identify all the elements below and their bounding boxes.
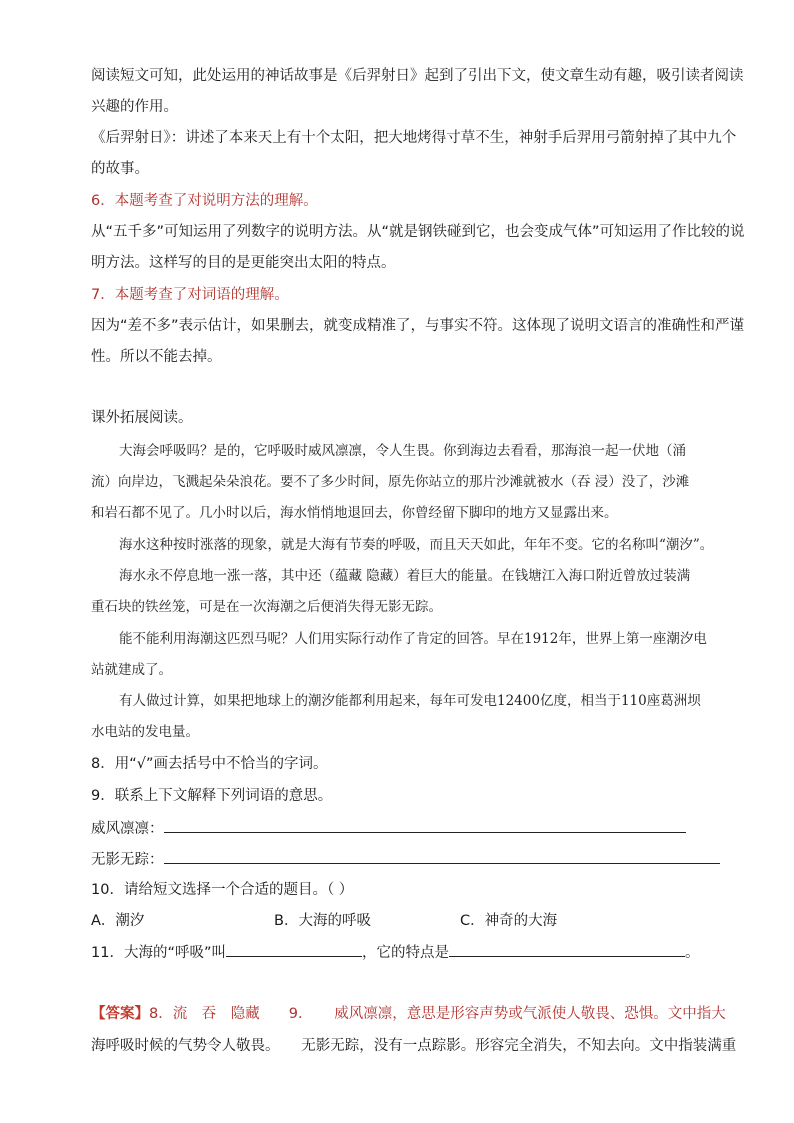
q11-prefix: 11．大海的“呼吸”叫 xyxy=(91,945,226,961)
q11-end: 。 xyxy=(684,945,700,961)
story-line: 能不能利用海潮这匹烈马呢？人们用实际行动作了肯定的回答。早在1912年，世界上第一座潮汐电 xyxy=(119,631,707,647)
text-line: 《后羿射日》：讲述了本来天上有十个太阳，把大地烤得寸草不生，神射手后羿用弓箭射掉了其中九个 xyxy=(91,130,737,146)
question-9-item-2 xyxy=(91,849,731,870)
question-10-options xyxy=(91,911,731,931)
question-11 xyxy=(91,942,731,963)
question-7-title: 7．本题考查了对词语的理解。 xyxy=(91,287,289,303)
section-heading: 课外拓展阅读。 xyxy=(91,410,193,426)
answer-line-1 xyxy=(91,1004,731,1024)
story-line: 大海会呼吸吗？是的，它呼吸时威风凛凛，令人生畏。你到海边去看看，那海浪一起一伏地（涌 xyxy=(119,443,686,459)
option-b[interactable]: B．大海的呼吸 xyxy=(274,913,371,929)
story-line: 站就建成了。 xyxy=(91,662,172,678)
story-line: 和岩石都不见了。几小时以后，海水悄悄地退回去，你曾经留下脚印的地方又显露出来。 xyxy=(91,505,618,521)
answer-blank[interactable] xyxy=(164,818,686,833)
answer-tag: 【答案】 xyxy=(91,1006,149,1022)
text-line: 阅读短文可知，此处运用的神话故事是《后羿射日》起到了引出下文，使文章生动有趣，吸引读者阅读 xyxy=(91,68,744,84)
text-line: 明方法。这样写的目的是更能突出太阳的特点。 xyxy=(91,255,396,271)
answer-text: 8．流 吞 隐藏 9． 威风凛凛，意思是形容声势或气派使人敬畏、恐惧。文中指大 xyxy=(149,1006,726,1022)
answer-line-2: 海呼吸时候的气势令人敬畏。 无影无踪，没有一点踪影。形容完全消失，不知去向。文中指装满重 xyxy=(91,1038,737,1054)
story-line: 水电站的发电量。 xyxy=(91,724,199,740)
q11-mid: ，它的特点是 xyxy=(361,945,449,961)
story-line: 海水这种按时涨落的现象，就是大海有节奏的呼吸，而且天天如此，年年不变。它的名称叫“潮汐”。 xyxy=(119,537,714,553)
text-line: 因为“差不多”表示估计，如果删去，就变成精准了，与事实不符。这体现了说明文语言的准确性和严谨 xyxy=(91,318,745,334)
answer-blank[interactable] xyxy=(164,849,720,864)
story-line: 有人做过计算，如果把地球上的潮汐能都利用起来，每年可发电12400亿度，相当于110座葛洲坝 xyxy=(119,693,701,709)
question-9: 9．联系上下文解释下列词语的意思。 xyxy=(91,788,333,804)
text-line: 从“五千多”可知运用了列数字的说明方法。从“就是钢铁碰到它，也会变成气体”可知运用了作比较的说 xyxy=(91,224,745,240)
answer-blank[interactable] xyxy=(449,942,685,957)
answer-blank[interactable] xyxy=(226,942,362,957)
story-line: 海水永不停息地一涨一落，其中还（蕴藏 隐藏）着巨大的能量。在钱塘江入海口附近曾放过装满 xyxy=(119,568,691,584)
question-8: 8．用“√”画去括号中不恰当的字词。 xyxy=(91,756,328,772)
term-label: 无影无踪： xyxy=(91,852,164,868)
text-line: 兴趣的作用。 xyxy=(91,99,178,115)
option-a[interactable]: A．潮汐 xyxy=(91,913,145,929)
story-line: 重石块的铁丝笼，可是在一次海潮之后便消失得无影无踪。 xyxy=(91,599,442,615)
question-10: 10．请给短文选择一个合适的题目。（ ） xyxy=(91,882,354,898)
question-6-title: 6．本题考查了对说明方法的理解。 xyxy=(91,193,318,209)
text-line: 的故事。 xyxy=(91,161,149,177)
term-label: 威风凛凛： xyxy=(91,821,164,837)
option-c[interactable]: C．神奇的大海 xyxy=(460,913,558,929)
question-9-item-1 xyxy=(91,818,731,839)
text-line: 性。所以不能去掉。 xyxy=(91,349,222,365)
story-line: 流）向岸边，飞溅起朵朵浪花。要不了多少时间，原先你站立的那片沙滩就被水（吞 浸）没了，沙滩 xyxy=(91,474,690,490)
